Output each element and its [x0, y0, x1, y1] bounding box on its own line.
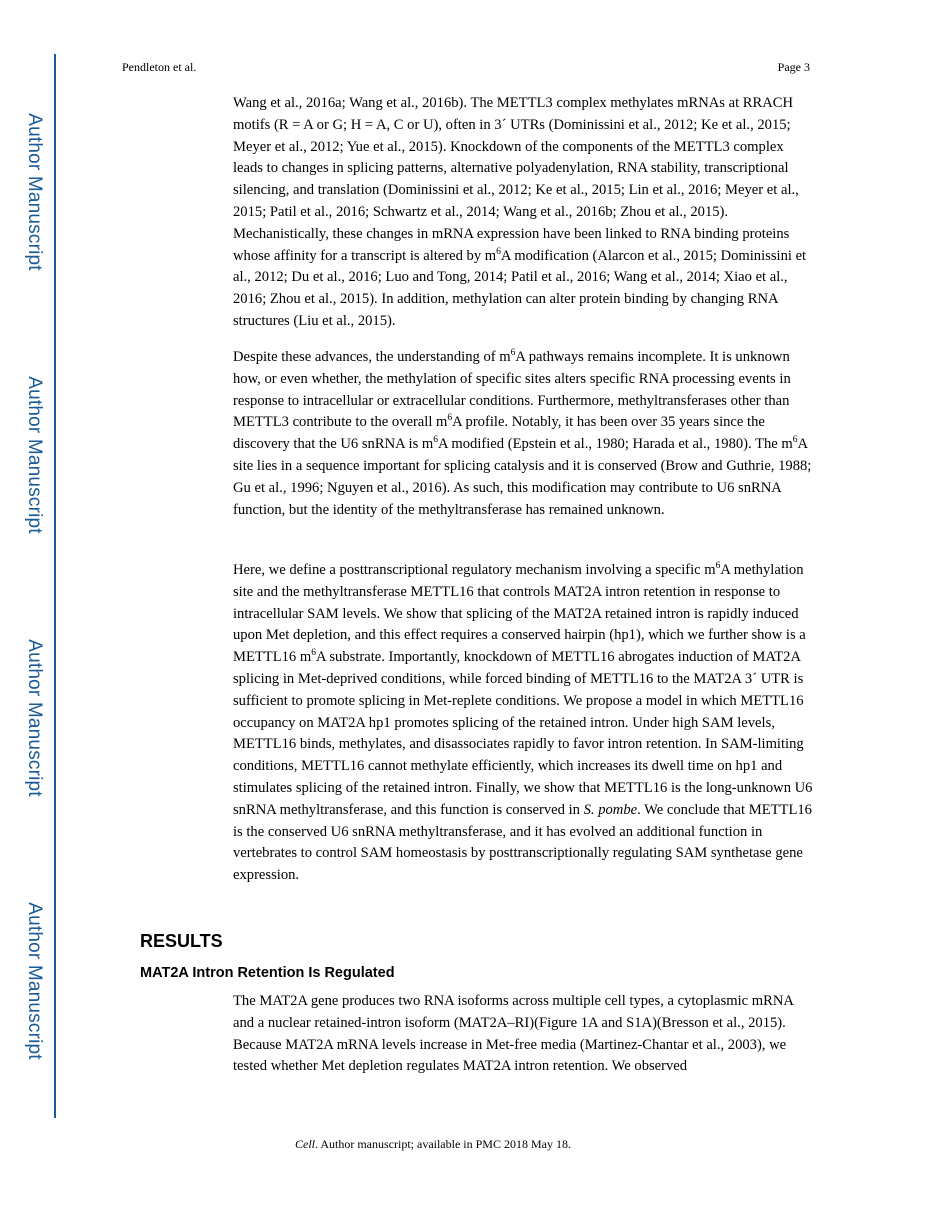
sidebar-label-1: Author Manuscript	[24, 113, 45, 271]
body-paragraph-1: Wang et al., 2016a; Wang et al., 2016b). The METTL3 complex methylates mRNAs at RRACH motifs (R = A or G; H = A, C or U), often in 3´ UTRs (Dominissini et al., 2012; Ke et al., 2015; Meyer et al., 2012; Yue et al., 2015). Knockdown of the components of the METTL3 complex leads to changes in splicing patterns, alternative polyadenylation, RNA stability, transcriptional silencing, and translation (Dominissini et al., 2012; Ke et al., 2015; Lin et al., 2016; Meyer et al., 2015; Patil et al., 2016; Schwartz et al., 2014; Wang et al., 2016b; Zhou et al., 2015). Mechanistically, these changes in mRNA expression have been linked to RNA binding proteins whose affinity for a transcript is altered by $m^6A$ modification (Alarcon et al., 2015; Dominissini et al., 2012; Du et al., 2016; Luo and Tong, 2014; Patil et al., 2016; Wang et al., 2014; Xiao et al., 2016; Zhou et al., 2015). In addition, methylation can alter protein binding by changing RNA structures (Liu et al., 2015).	[233, 95, 807, 329]
sidebar-label-2: Author Manuscript	[24, 376, 45, 534]
running-header-authors: Pendleton et al.	[122, 60, 197, 74]
journal-name: Cell	[295, 1137, 315, 1151]
sidebar-rule	[54, 54, 56, 1118]
page-footer	[0, 1137, 866, 1152]
sidebar-label-3: Author Manuscript	[24, 639, 45, 797]
body-paragraph-3: Here, we define a posttranscriptional regulatory mechanism involving a specific $m^6A$ methylation site and the methyltransferase METTL16 that controls MAT2A intron retention in response to intracellular SAM levels. We show that splicing of the MAT2A retained intron is rapidly induced upon Met depletion, and this effect requires a conserved hairpin (hp1), which we further show is a METTL16 $m^6A$ substrate. Importantly, knockdown of METTL16 abrogates induction of MAT2A splicing in Met-deprived conditions, while forced binding of METTL16 to the MAT2A 3´ UTR is sufficient to promote splicing in Met-replete conditions. We propose a model in which METTL16 occupancy on MAT2A hp1 promotes splicing of the retained intron. Under high SAM levels, METTL16 binds, methylates, and disassociates rapidly to favor intron retention. In SAM-limiting conditions, METTL16 cannot methylate efficiently, which increases its dwell time on hp1 and stimulates splicing of the retained intron. Finally, we show that METTL16 is the long-unknown U6 snRNA methyltransferase, and this function is conserved in S. pombe. We conclude that METTL16 is the conserved U6 snRNA methyltransferase, and it has evolved an additional function in vertebrates to control SAM homeostasis by posttranscriptionally regulating SAM synthetase gene expression.	[233, 561, 813, 884]
section-heading-results: RESULTS	[140, 931, 223, 951]
subsection-heading: MAT2A Intron Retention Is Regulated	[140, 965, 395, 981]
sidebar-label-4: Author Manuscript	[24, 902, 45, 1060]
body-paragraph-4: The MAT2A gene produces two RNA isoforms across multiple cell types, a cytoplasmic mRNA and a nuclear retained-intron isoform (MAT2A–RI)(Figure 1A and S1A)(Bresson et al., 2015). Because MAT2A mRNA levels increase in Met-free media (Martinez-Chantar et al., 2003), we tested whether Met depletion regulates MAT2A intron retention. We observed	[233, 993, 794, 1075]
body-paragraph-2: Despite these advances, the understanding of $m^6A$ pathways remains incomplete. It is unknown how, or even whether, the methylation of specific sites alters specific RNA processing events in response to intracellular or extracellular conditions. Furthermore, methyltransferases other than METTL3 contribute to the overall $m^6A$ profile. Notably, it has been over 35 years since the discovery that the U6 snRNA is $m^6A$ modified (Epstein et al., 1980; Harada et al., 1980). The $m^6A$ site lies in a sequence important for splicing catalysis and it is conserved (Brow and Guthrie, 1988; Gu et al., 1996; Nguyen et al., 2016). As such, this modification may contribute to U6 snRNA function, but the identity of the methyltransferase has remained unknown.	[233, 348, 812, 518]
page-number: Page 3	[777, 60, 810, 74]
footer-note: . Author manuscript; available in PMC 2018 May 18.	[315, 1137, 571, 1151]
